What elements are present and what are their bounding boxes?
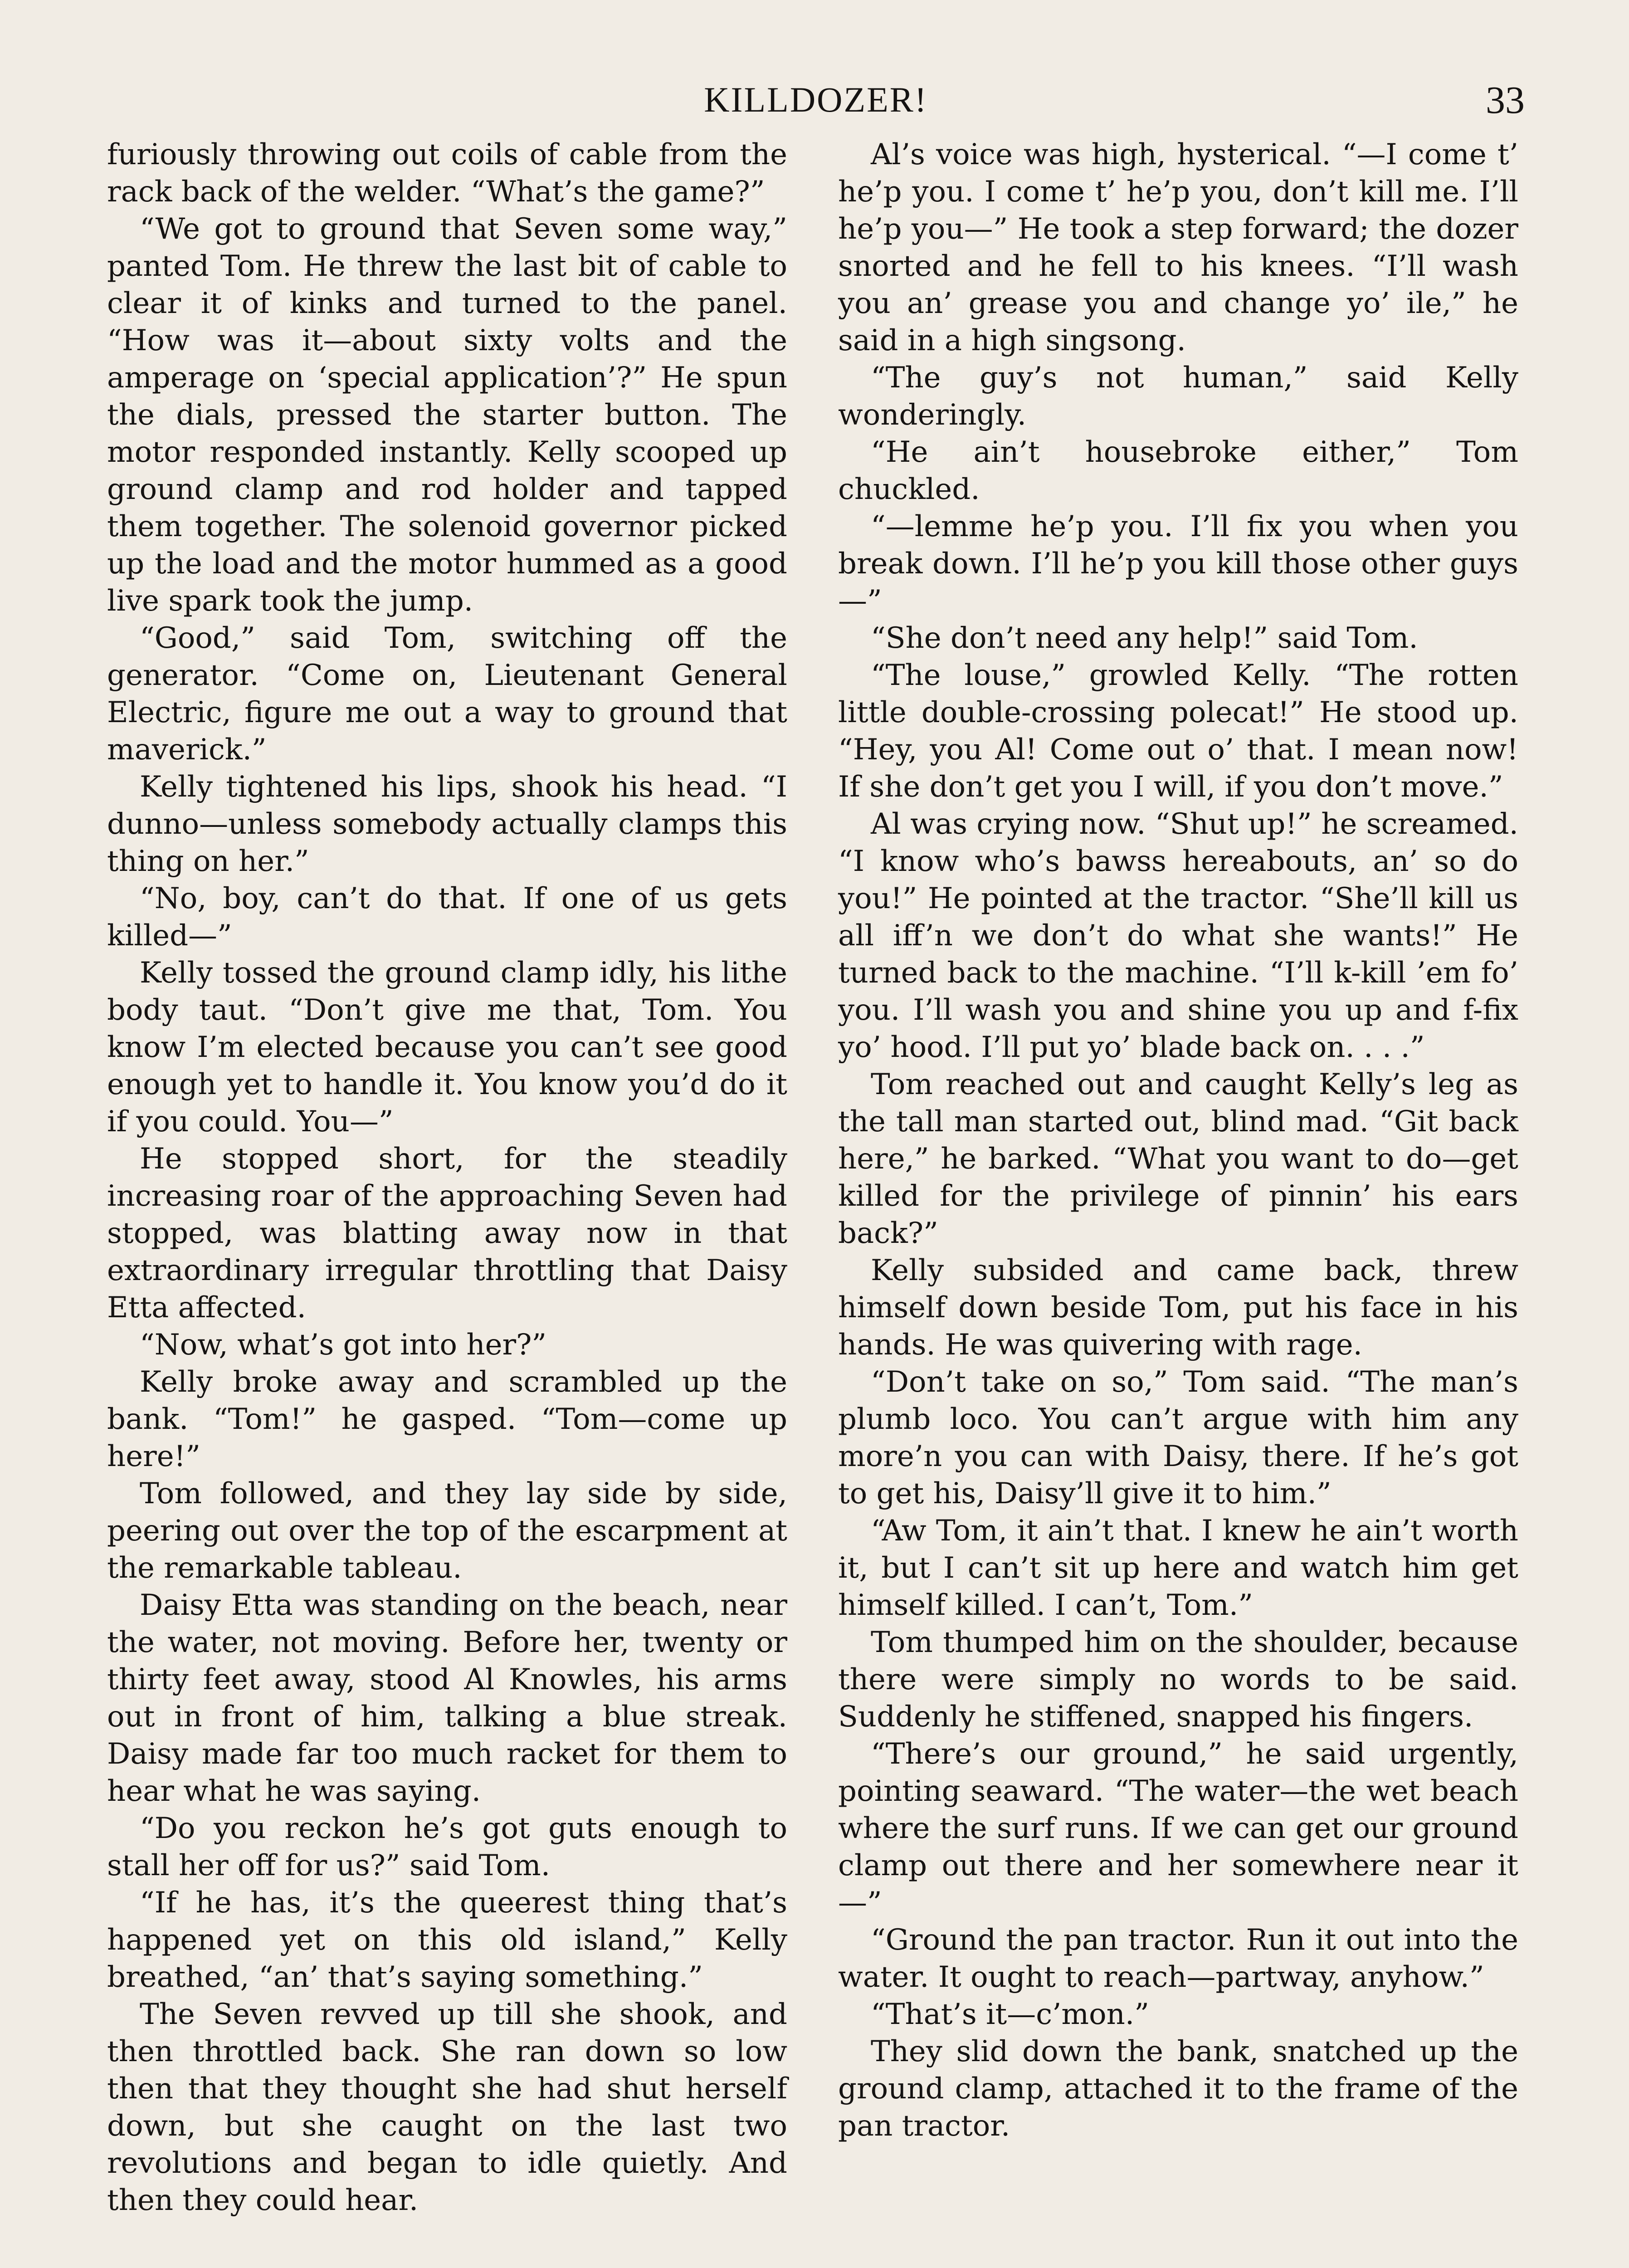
paragraph: Kelly subsided and came back, threw himself down beside Tom, put his face in his hands. He was quivering with rage.: [838, 1254, 1518, 1362]
paragraph: “Do you reckon he’s got guts enough to stall her off for us?” said Tom.: [107, 1812, 787, 1882]
paragraph: Kelly broke away and scrambled up the bank. “Tom!” he gasped. “Tom—come up here!”: [107, 1365, 787, 1473]
page-header: [107, 73, 1525, 127]
paragraph: Kelly tossed the ground clamp idly, his lithe body taut. “Don’t give me that, Tom. You know I’m elected because you can’t see good enough yet to handle it. You know you’d do it if you could. You—”: [107, 956, 787, 1139]
paragraph: Daisy Etta was standing on the beach, near the water, not moving. Before her, twenty or thirty feet away, stood Al Knowles, his arms out in front of him, talking a blue streak. Daisy made far too much racket for them to hear what he was saying.: [107, 1589, 787, 1808]
paragraph: Tom thumped him on the shoulder, because there were simply no words to be said. Suddenly he stiffened, snapped his fingers.: [838, 1626, 1518, 1734]
paragraph: “Don’t take on so,” Tom said. “The man’s plumb loco. You can’t argue with him any more’n you can with Daisy, there. If he’s got to get his, Daisy’ll give it to him.”: [838, 1365, 1518, 1510]
paragraph: “Good,” said Tom, switching off the generator. “Come on, Lieutenant General Electric, figure me out a way to ground that maverick.”: [107, 621, 787, 767]
paragraph: Al was crying now. “Shut up!” he screamed. “I know who’s bawss hereabouts, an’ so do you!” He pointed at the tractor. “She’ll kill us all iff’n we don’t do what she wants!” He turned back to the machine. “I’ll k-kill ’em fo’ you. I’ll wash you and shine you up and f-fix yo’ hood. I’ll put yo’ blade back on. . . .”: [838, 807, 1518, 1064]
paragraph: furiously throwing out coils of cable from the rack back of the welder. “What’s the game?”: [107, 138, 787, 209]
paragraph: “That’s it—c’mon.”: [871, 1998, 1149, 2031]
paragraph: “There’s our ground,” he said urgently, pointing seaward. “The water—the wet beach where the surf runs. If we can get our ground clamp out there and her somewhere near it—”: [838, 1737, 1518, 1920]
paragraph: Tom followed, and they lay side by side, peering out over the top of the escarpment at the remarkable tableau.: [107, 1477, 787, 1585]
left-column: [107, 136, 787, 2219]
paragraph: “She don’t need any help!” said Tom.: [871, 621, 1418, 655]
paragraph: “Now, what’s got into her?”: [140, 1328, 547, 1362]
paragraph: The Seven revved up till she shook, and then throttled back. She ran down so low then that they thought she had shut herself down, but she caught on the last two revolutions and began to idle quietly. And then they could hear.: [107, 1998, 787, 2217]
paragraph: “—lemme he’p you. I’ll fix you when you break down. I’ll he’p you kill those other guys—”: [838, 510, 1518, 618]
paragraph: Tom reached out and caught Kelly’s leg as the tall man started out, blind mad. “Git back here,” he barked. “What you want to do—get killed for the privilege of pinnin’ his ears back?”: [838, 1068, 1518, 1250]
paragraph: “The louse,” growled Kelly. “The rotten little double-crossing polecat!” He stood up. “Hey, you Al! Come out o’ that. I mean now! If she don’t get you I will, if you don’t move.”: [838, 659, 1518, 804]
paragraph: Kelly tightened his lips, shook his head. “I dunno—unless somebody actually clamps this thing on her.”: [107, 770, 787, 878]
paragraph: “The guy’s not human,” said Kelly wonderingly.: [838, 361, 1518, 432]
paragraph: “No, boy, can’t do that. If one of us gets killed—”: [107, 882, 787, 953]
paragraph: “He ain’t housebroke either,” Tom chuckled.: [838, 435, 1518, 506]
paragraph: They slid down the bank, snatched up the ground clamp, attached it to the frame of the pan tractor.: [838, 2035, 1518, 2143]
paragraph: He stopped short, for the steadily increasing roar of the approaching Seven had stopped, was blatting away now in that extraordinary irregular throttling that Daisy Etta affected.: [107, 1142, 787, 1325]
paragraph: “If he has, it’s the queerest thing that’s happened yet on this old island,” Kelly breathed, “an’ that’s saying something.”: [107, 1886, 787, 1994]
page-number: 33: [1486, 78, 1525, 122]
right-column: [838, 136, 1518, 2145]
running-title: KILLDOZER!: [704, 80, 928, 119]
paragraph: Al’s voice was high, hysterical. “—I come t’ he’p you. I come t’ he’p you, don’t kill me. I’ll he’p you—” He took a step forward; the dozer snorted and he fell to his knees. “I’ll wash you an’ grease you and change yo’ ile,” he said in a high singsong.: [838, 138, 1518, 357]
paragraph: “Ground the pan tractor. Run it out into the water. It ought to reach—partway, anyhow.”: [838, 1923, 1518, 1994]
paragraph: “We got to ground that Seven some way,” panted Tom. He threw the last bit of cable to clear it of kinks and turned to the panel. “How was it—about sixty volts and the amperage on ‘special application’?” He spun the dials, pressed the starter button. The motor responded instantly. Kelly scooped up ground clamp and rod holder and tapped them together. The solenoid governor picked up the load and the motor hummed as a good live spark took the jump.: [107, 212, 787, 618]
paragraph: “Aw Tom, it ain’t that. I knew he ain’t worth it, but I can’t sit up here and watch him get himself killed. I can’t, Tom.”: [838, 1514, 1518, 1622]
